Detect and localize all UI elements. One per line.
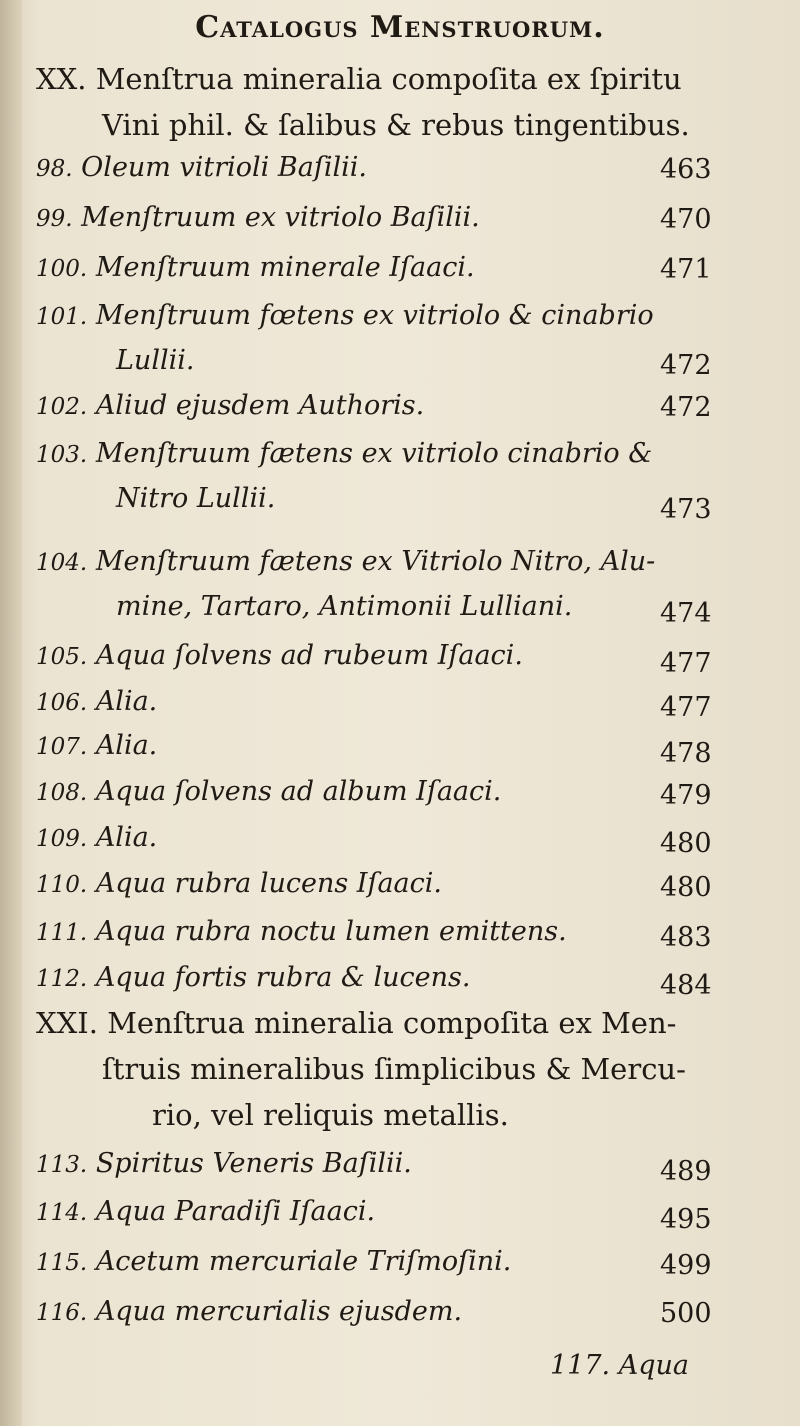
entry-number: 106. [36,690,88,716]
entry-number: 110. [36,872,88,898]
list-item [36,1240,756,1285]
entry-title: Acetum mercuriale Triſmoſini. [95,1246,512,1277]
entry-number: 99. [36,206,73,232]
catchword: 117. Aqua [550,1350,689,1381]
entry-title: Menſtruum minerale Iſaaci. [95,252,475,283]
list-item [36,1142,756,1187]
entry-title: Alia. [95,822,158,853]
entry-title: Menſtruum fætens ex Vitriolo Nitro, Alu- [95,546,656,577]
section-line: Vini phil. & ſalibus & rebus tingentibus. [102,108,690,142]
entry-title: Aliud ejusdem Authoris. [95,390,425,421]
page-reference: 500 [660,1298,712,1329]
list-item [36,680,756,725]
list-item [36,862,756,907]
entry-number: 103. [36,442,88,468]
entry-number: 105. [36,644,88,670]
list-item [36,634,756,679]
section-xxi [36,1000,756,1138]
entry-number: 100. [36,256,88,282]
list-item [36,1190,756,1235]
page-reference: 470 [660,204,712,235]
page-reference: 474 [660,598,712,629]
entry-number: 111. [36,920,88,946]
entry-title: Aqua rubra lucens Iſaaci. [95,868,442,899]
page-reference: 479 [660,780,712,811]
section-line: Menſtrua mineralia compoſita ex ſpiritu [95,62,682,96]
list-item [36,910,756,955]
list-item [36,384,756,429]
entry-title: Alia. [95,686,158,717]
entry-number: 108. [36,780,88,806]
list-item [36,816,756,861]
page-reference: 477 [660,692,712,723]
entry-number: 115. [36,1250,88,1276]
entry-title: Alia. [95,730,158,761]
entry-title: Menſtruum ex vitriolo Baſilii. [81,202,480,233]
section-line: ſtruis mineralibus ſimplicibus & Mercu- [102,1052,686,1086]
page-reference: 495 [660,1204,712,1235]
entry-title: Spiritus Veneris Baſilii. [95,1148,412,1179]
entry-title: Menſtruum fætens ex vitriolo cinabrio & [95,438,653,469]
page-reference: 463 [660,154,712,185]
list-item [36,294,756,383]
entry-number: 102. [36,394,88,420]
page-reference: 473 [660,494,712,525]
entry-number: 98. [36,156,73,182]
list-item [36,540,756,629]
entry-number: 107. [36,734,88,760]
page-reference: 489 [660,1156,712,1187]
entry-title: Aqua mercurialis ejusdem. [95,1296,463,1327]
page-reference: 472 [660,392,712,423]
list-item [36,246,756,291]
entry-title: Menſtruum fœtens ex vitriolo & cinabrio [95,300,654,331]
page-reference: 499 [660,1250,712,1281]
entry-title: Aqua Paradiſi Iſaaci. [95,1196,376,1227]
section-line: Menſtrua mineralia compoſita ex Men- [107,1006,677,1040]
entry-title: Oleum vitrioli Baſilii. [81,152,367,183]
page-reference: 471 [660,254,712,285]
page-reference: 480 [660,872,712,903]
entry-title: Aqua ſolvens ad rubeum Iſaaci. [95,640,523,671]
page-reference: 478 [660,738,712,769]
list-item [36,724,756,769]
entry-number: 104. [36,550,88,576]
list-item [36,956,756,1001]
entry-number: 101. [36,304,88,330]
entry-title: Aqua rubra noctu lumen emittens. [95,916,567,947]
page-header: Catalogus Menstruorum. [195,10,605,45]
page-gutter [0,0,22,1426]
list-item [36,1290,756,1335]
section-numeral: XX. [36,62,87,96]
page-reference: 484 [660,970,712,1001]
entry-title-continued: Nitro Lullii. [116,483,276,514]
entry-title-continued: Lullii. [116,345,195,376]
list-item [36,432,756,521]
section-line: rio, vel reliquis metallis. [152,1098,509,1132]
list-item [36,146,756,191]
section-xx [36,56,756,148]
entry-title: Aqua fortis rubra & lucens. [95,962,471,993]
list-item [36,196,756,241]
section-numeral: XXI. [36,1006,98,1040]
page-reference: 483 [660,922,712,953]
page-reference: 480 [660,828,712,859]
list-item [36,770,756,815]
entry-number: 109. [36,826,88,852]
entry-title: Aqua ſolvens ad album Iſaaci. [95,776,502,807]
entry-number: 113. [36,1152,88,1178]
entry-title-continued: mine, Tartaro, Antimonii Lulliani. [116,591,573,622]
entry-number: 112. [36,966,88,992]
page-reference: 472 [660,350,712,381]
entry-number: 116. [36,1300,88,1326]
entry-number: 114. [36,1200,88,1226]
page-reference: 477 [660,648,712,679]
